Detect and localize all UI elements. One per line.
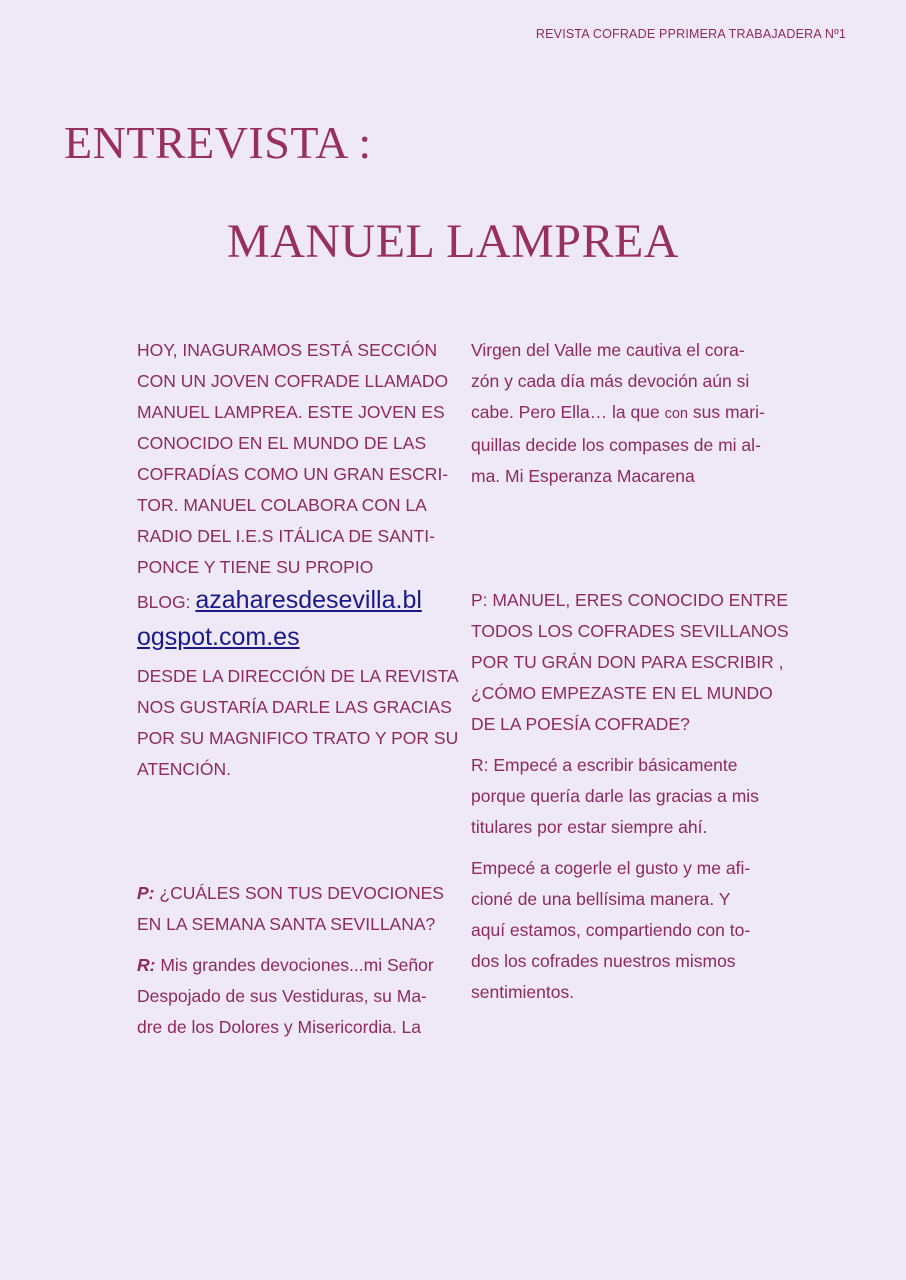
answer-2-line: Empecé a cogerle el gusto y me afi- xyxy=(471,858,751,878)
answer-1-line: R: Mis grandes devociones...mi Señor xyxy=(137,955,434,975)
blog-line xyxy=(137,583,462,620)
left-column xyxy=(137,335,462,1043)
running-header: REVISTA COFRADE PPRIMERA TRABAJADERA Nº1 xyxy=(535,27,846,41)
continued-line: Virgen del Valle me cautiva el cora- xyxy=(471,340,745,360)
question-2 xyxy=(471,585,796,740)
right-column xyxy=(471,335,796,1008)
question-2-line: P: MANUEL, ERES CONOCIDO ENTRE xyxy=(471,590,788,610)
answer-2-line: dos los cofrades nuestros mismos xyxy=(471,951,736,971)
intro-line: CON UN JOVEN COFRADE LLAMADO xyxy=(137,371,449,391)
thanks-line: ATENCIÓN. xyxy=(137,759,231,779)
blog-line-2 xyxy=(137,620,462,657)
question-1-line: P: ¿CUÁLES SON TUS DEVOCIONES xyxy=(137,883,444,903)
answer-prefix: R: xyxy=(137,955,156,975)
section-title: ENTREVISTA : xyxy=(64,117,372,168)
intro-line: HOY, INAGURAMOS ESTÁ SECCIÓN xyxy=(137,340,438,360)
answer-1-line: dre de los Dolores y Misericordia. La xyxy=(137,1017,422,1037)
intro-line: CONOCIDO EN EL MUNDO DE LAS xyxy=(137,433,427,453)
blog-link[interactable]: azaharesdesevilla.bl xyxy=(195,586,422,614)
continued-line: quillas decide los compases de mi al- xyxy=(471,435,761,455)
continued-line: cabe. Pero Ella… la que con sus mari- xyxy=(471,402,765,422)
thanks-paragraph xyxy=(137,661,462,785)
intro-line: COFRADÍAS COMO UN GRAN ESCRI- xyxy=(137,464,449,484)
thanks-line: DESDE LA DIRECCIÓN DE LA REVISTA xyxy=(137,666,459,686)
question-1 xyxy=(137,878,462,940)
answer-2-line: titulares por estar siempre ahí. xyxy=(471,817,708,837)
continued-line: ma. Mi Esperanza Macarena xyxy=(471,466,695,486)
thanks-line: POR SU MAGNIFICO TRATO Y POR SU xyxy=(137,728,459,748)
question-2-line: ¿CÓMO EMPEZASTE EN EL MUNDO xyxy=(471,683,773,703)
thanks-line: NOS GUSTARÍA DARLE LAS GRACIAS xyxy=(137,697,452,717)
intro-line: RADIO DEL I.E.S ITÁLICA DE SANTI- xyxy=(137,526,435,546)
intro-line: TOR. MANUEL COLABORA CON LA xyxy=(137,495,427,515)
blog-link-continued[interactable]: ogspot.com.es xyxy=(137,623,300,651)
question-2-line: DE LA POESÍA COFRADE? xyxy=(471,714,690,734)
intro-line: MANUEL LAMPREA. ESTE JOVEN ES xyxy=(137,402,445,422)
question-2-line: TODOS LOS COFRADES SEVILLANOS xyxy=(471,621,789,641)
answer-1-line: Despojado de sus Vestiduras, su Ma- xyxy=(137,986,427,1006)
answer-2-line: sentimientos. xyxy=(471,982,575,1002)
answer-2-continued xyxy=(471,853,796,1008)
answer-2-line: cioné de una bellísima manera. Y xyxy=(471,889,731,909)
blog-label: BLOG: xyxy=(137,592,191,612)
answer-2-line: R: Empecé a escribir básicamente xyxy=(471,755,738,775)
answer-2-line: porque quería darle las gracias a mis xyxy=(471,786,759,806)
question-2-line: POR TU GRÁN DON PARA ESCRIBIR , xyxy=(471,652,784,672)
answer-1 xyxy=(137,950,462,1043)
interviewee-name: MANUEL LAMPREA xyxy=(227,215,679,268)
continued-line: zón y cada día más devoción aún si xyxy=(471,371,750,391)
intro-line: PONCE Y TIENE SU PROPIO xyxy=(137,557,374,577)
answer-1-continued xyxy=(471,335,796,492)
intro-paragraph xyxy=(137,335,462,657)
question-prefix: P: xyxy=(137,883,155,903)
answer-2-line: aquí estamos, compartiendo con to- xyxy=(471,920,751,940)
answer-2 xyxy=(471,750,796,843)
question-1-line: EN LA SEMANA SANTA SEVILLANA? xyxy=(137,914,436,934)
